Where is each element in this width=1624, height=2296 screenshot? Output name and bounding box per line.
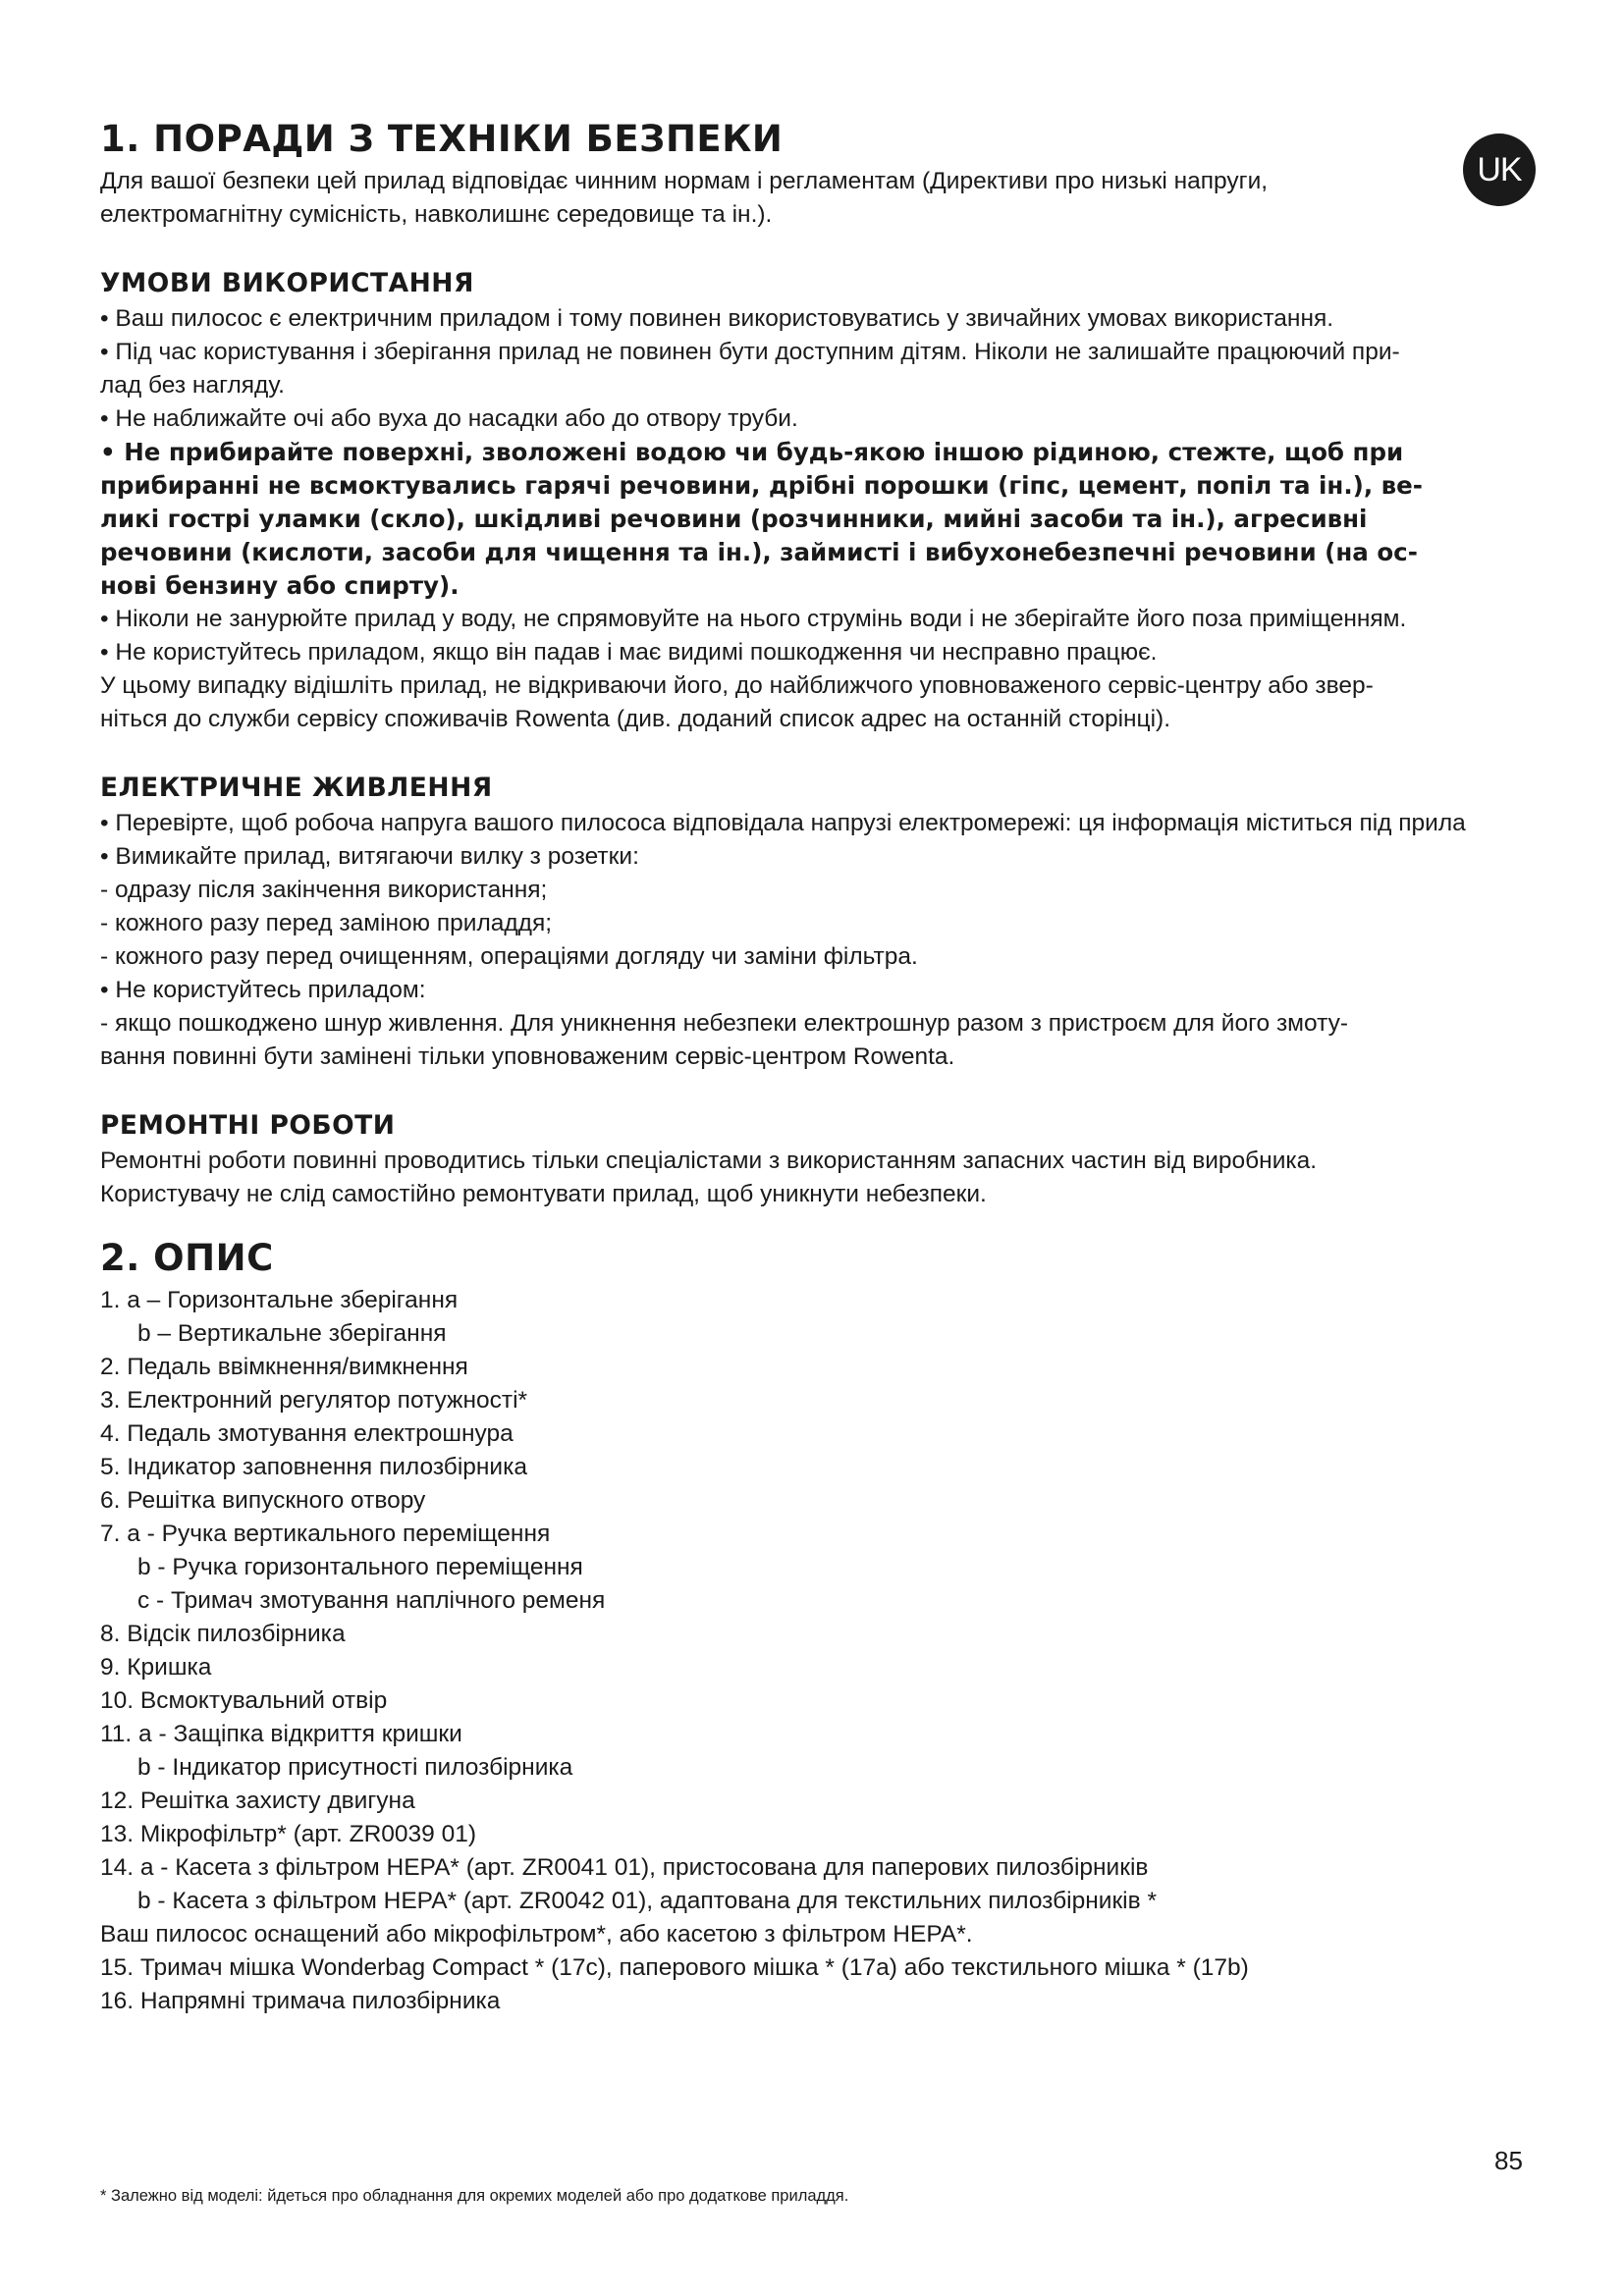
usage-line: • Не наближайте очі або вуха до насадки або до отвору труби. [100,405,798,432]
repair-line: Користувачу не слід самостійно ремонтувати прилад, щоб уникнути небезпеки. [100,1181,987,1207]
power-line: • Не користуйтесь приладом: [100,977,426,1003]
list-item: c - Тримач змотування наплічного ременя [137,1587,606,1614]
usage-warning-line: • Не прибирайте поверхні, зволожені водою чи будь-якою іншою рідиною, стежте, щоб при [100,438,1404,466]
page-number: 85 [1494,2146,1523,2175]
list-item: 12. Решітка захисту двигуна [100,1788,415,1814]
usage-line: лад без нагляду. [100,372,285,399]
list-item: b – Вертикальне зберігання [137,1320,447,1347]
list-item: b - Ручка горизонтального переміщення [137,1554,583,1580]
list-item: b - Касета з фільтром HEPA* (арт. ZR0042 01), адаптована для текстильних пилозбірників * [137,1888,1157,1914]
repair-text [100,1145,1593,1211]
repair-heading: РЕМОНТНІ РОБОТИ [100,1110,396,1141]
list-item: Ваш пилосос оснащений або мікрофільтром*, або касетою з фільтром HEPA*. [100,1921,973,1948]
usage-text [100,302,1593,736]
power-heading: ЕЛЕКТРИЧНЕ ЖИВЛЕННЯ [100,773,493,803]
list-item: 14. a - Касета з фільтром HEPA* (арт. ZR0041 01), пристосована для паперових пилозбірників [100,1854,1149,1881]
list-item: 3. Електронний регулятор потужності* [100,1387,528,1414]
list-item: b - Індикатор присутності пилозбірника [137,1754,573,1781]
list-item: 10. Всмоктувальний отвір [100,1687,388,1714]
list-item: 5. Індикатор заповнення пилозбірника [100,1454,527,1480]
list-item: 1. a – Горизонтальне зберігання [100,1287,459,1313]
usage-warning-line: прибиранні не всмоктувались гарячі речовини, дрібні порошки (гіпс, цемент, попіл та ін.), ве- [100,471,1423,500]
usage-line: ніться до служби сервісу споживачів Rowenta (див. доданий список адрес на останній сторінці). [100,706,1170,732]
usage-line: • Ніколи не занурюйте прилад у воду, не спрямовуйте на нього струмінь води і не зберігайте його поза приміщенням. [100,606,1407,632]
section-1-title: 1. ПОРАДИ З ТЕХНІКИ БЕЗПЕКИ [100,118,784,160]
power-line: - кожного разу перед очищенням, операціями догляду чи заміни фільтра. [100,943,918,970]
footnote: * Залежно від моделі: йдеться про обладнання для окремих моделей або про додаткове приладдя. [100,2187,849,2205]
list-item: 15. Тримач мішка Wonderbag Compact * (17c), паперового мішка * (17a) або текстильного мішка * (17b) [100,1954,1249,1981]
power-line: - одразу після закінчення використання; [100,877,548,903]
document-body [100,116,1593,2018]
usage-line: • Не користуйтесь приладом, якщо він падав і має видимі пошкодження чи несправно працює. [100,639,1158,666]
list-item: 13. Мікрофільтр* (арт. ZR0039 01) [100,1821,476,1847]
power-line: • Вимикайте прилад, витягаючи вилку з розетки: [100,843,639,870]
power-line: - якщо пошкоджено шнур живлення. Для уникнення небезпеки електрошнур разом з пристроєм для його змоту- [100,1010,1349,1037]
usage-line: У цьому випадку відішліть прилад, не відкриваючи його, до найближчого уповноваженого сервіс-центру або звер- [100,672,1374,699]
description-list [100,1284,1593,2018]
power-line: вання повинні бути замінені тільки уповноваженим сервіс-центром Rowenta. [100,1043,955,1070]
intro-line: електромагнітну сумісність, навколишнє середовище та ін.). [100,201,773,228]
usage-warning-line: речовини (кислоти, засоби для чищення та ін.), займисті і вибухонебезпечні речовини (на ос- [100,538,1418,566]
power-line: - кожного разу перед заміною приладдя; [100,910,553,936]
power-text [100,807,1593,1074]
list-item: 11. a - Защіпка відкриття кришки [100,1721,462,1747]
usage-line: • Під час користування і зберігання прилад не повинен бути доступним дітям. Ніколи не залишайте працюючий при- [100,339,1400,365]
list-item: 8. Відсік пилозбірника [100,1621,346,1647]
section-2-title: 2. ОПИС [100,1237,274,1279]
usage-line: • Ваш пилосос є електричним приладом і тому повинен використовуватись у звичайних умовах використання. [100,305,1334,332]
list-item: 4. Педаль змотування електрошнура [100,1420,514,1447]
language-badge: UK [1463,133,1536,206]
intro-line: Для вашої безпеки цей прилад відповідає чинним нормам і регламентам (Директиви про низькі напруги, [100,168,1269,194]
section-1-intro [100,165,1593,232]
list-item: 7. a - Ручка вертикального переміщення [100,1521,551,1547]
usage-heading: УМОВИ ВИКОРИСТАННЯ [100,268,474,298]
usage-warning-line: ликі гострі уламки (скло), шкідливі речовини (розчинники, мийні засоби та ін.), агресивні [100,505,1368,533]
list-item: 16. Напрямні тримача пилозбірника [100,1988,501,2014]
power-line: • Перевірте, щоб робоча напруга вашого пилососа відповідала напрузі електромережі: ця інформація міститься під прила [100,810,1466,836]
list-item: 6. Решітка випускного отвору [100,1487,426,1514]
usage-warning-line: нові бензину або спирту). [100,571,460,600]
list-item: 9. Кришка [100,1654,212,1681]
repair-line: Ремонтні роботи повинні проводитись тільки спеціалістами з використанням запасних частин від виробника. [100,1148,1318,1174]
list-item: 2. Педаль ввімкнення/вимкнення [100,1354,468,1380]
